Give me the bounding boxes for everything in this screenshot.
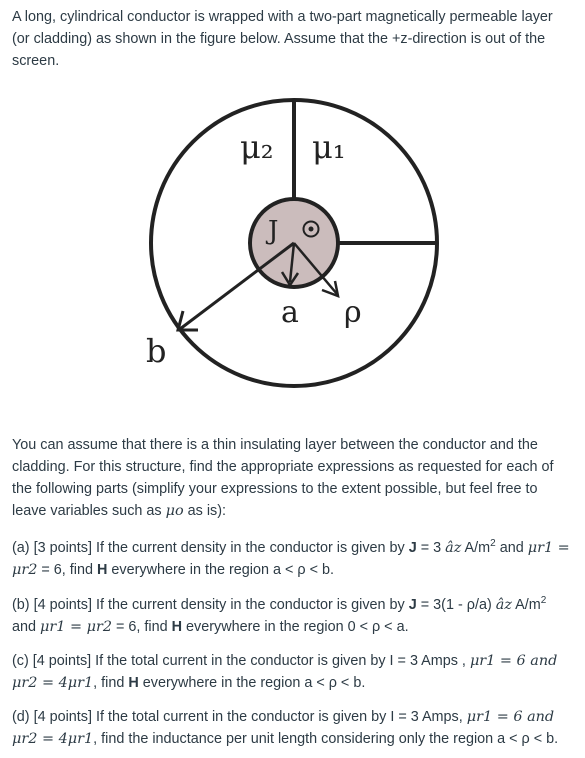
part-b-tail: = 6, find <box>112 619 172 635</box>
label-J: J <box>268 216 279 246</box>
part-b-unit-vector: âz <box>495 597 512 613</box>
intro-text: A long, cylindrical conductor is wrapped with a two-part magnetically permeable layer (or cladding) as shown in the figure below. Assume that the +z-direction is out of the screen. <box>12 9 553 69</box>
part-b-H: H <box>171 619 183 635</box>
part-a-H: H <box>97 562 108 578</box>
part-b <box>12 594 574 638</box>
part-c-mu: μr1 = 6 and μr2 = 4μr1 <box>12 653 558 691</box>
part-a-J: J <box>408 540 417 556</box>
part-a-exponent: 2 <box>490 538 496 550</box>
part-b-mu: μr1 = μr2 <box>40 619 112 635</box>
out-of-page-dot <box>309 227 314 232</box>
label-b: b <box>146 332 167 370</box>
part-a-prefix: (a) [3 points] If the current density in the conductor is given by <box>12 540 409 556</box>
part-d-end: , find the inductance per unit length considering only the region a < ρ < b. <box>93 731 559 747</box>
part-a-units: A/m <box>461 540 491 556</box>
label-a: a <box>281 295 299 330</box>
part-b-end: everywhere in the region 0 < ρ < a. <box>182 619 409 635</box>
assumption-paragraph <box>12 434 574 522</box>
part-b-J: J <box>408 597 417 613</box>
part-a <box>12 537 574 581</box>
part-d <box>12 706 574 750</box>
part-a-eq: = 3 <box>416 540 446 556</box>
radius-b-line <box>180 243 294 329</box>
label-mu1: μ₁ <box>312 128 346 166</box>
part-b-eq: = 3(1 - ρ/a) <box>416 597 496 613</box>
label-mu2: μ₂ <box>240 128 274 166</box>
part-b-units: A/m <box>511 597 541 613</box>
cladding-figure <box>0 92 585 392</box>
part-a-tail: = 6, find <box>37 562 97 578</box>
part-d-prefix: (d) [4 points] If the total current in the conductor is given by I = 3 Amps, <box>12 709 467 725</box>
mu-o-symbol: μo <box>165 503 184 519</box>
intro-paragraph <box>12 6 574 72</box>
part-c-end: everywhere in the region a < ρ < b. <box>138 675 366 691</box>
part-a-mu: μr1 = μr2 <box>12 540 570 578</box>
part-b-exponent: 2 <box>540 595 547 607</box>
part-d-mu: μr1 = 6 and μr2 = 4μr1 <box>12 709 555 747</box>
part-c <box>12 650 574 694</box>
assumption-text-after: as is): <box>183 503 227 519</box>
assumption-text-before: You can assume that there is a thin insulating layer between the conductor and the cladding. For this structure, find the appropriate expressions as requested for each of the following parts (simplify your expressions to the extent possible, but feel free to leave variables such as <box>12 437 554 519</box>
part-c-tail: , find <box>93 675 129 691</box>
part-c-prefix: (c) [4 points] If the total current in the conductor is given by I = 3 Amps , <box>12 653 470 669</box>
part-c-H: H <box>128 675 139 691</box>
part-a-mid: and <box>495 540 528 556</box>
part-b-prefix: (b) [4 points] If the current density in the conductor is given by <box>12 597 409 613</box>
label-rho: ρ <box>344 295 362 330</box>
part-b-mid: and <box>12 619 41 635</box>
part-a-unit-vector: âz <box>445 540 462 556</box>
part-a-end: everywhere in the region a < ρ < b. <box>107 562 334 578</box>
